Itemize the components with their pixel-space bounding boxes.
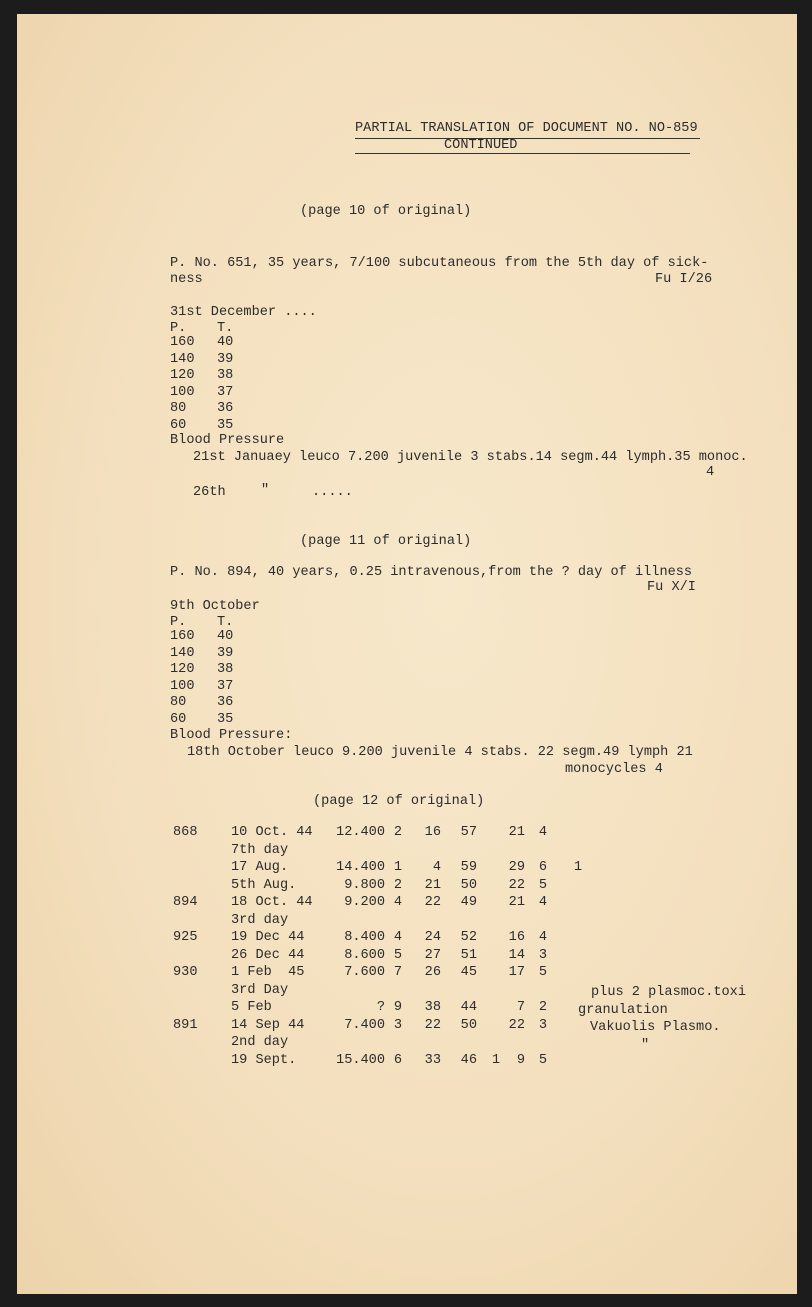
- stabs-cell: 27: [424, 947, 441, 963]
- pulse-value: 60: [170, 712, 187, 727]
- monoc-cell: 5: [538, 877, 547, 893]
- patient-651-line1: P. No. 651, 35 years, 7/100 subcutaneous from the 5th day of sick-: [170, 256, 709, 271]
- leuco-cell: 9.800: [344, 877, 385, 893]
- extra-cell: 1: [491, 1052, 500, 1068]
- monoc-cell: 4: [538, 825, 547, 840]
- patient-651-code: Fu I/26: [655, 272, 713, 287]
- juvenile-cell: 1: [393, 860, 402, 875]
- line-26th: 26th: [193, 485, 226, 500]
- date-cell: 14 Sep 44: [231, 1017, 305, 1033]
- stabs-cell: 16: [424, 825, 441, 840]
- lymph-cell: 21: [508, 825, 525, 840]
- monoc-cell: 5: [538, 965, 547, 980]
- juvenile-cell: 4: [393, 930, 402, 945]
- leuco-cell: 7.600: [344, 965, 385, 980]
- date-cell: 26 Dec 44: [231, 947, 305, 963]
- stabs-cell: 26: [424, 965, 441, 980]
- title-rule: [355, 138, 700, 139]
- pulse-value: 100: [170, 384, 195, 400]
- blood-count-cont: 4: [706, 465, 715, 480]
- temp-value: 37: [217, 678, 234, 694]
- lymph-cell: 21: [508, 895, 525, 910]
- ellipsis-dots: .....: [312, 485, 353, 500]
- juvenile-cell: 9: [393, 1000, 402, 1015]
- monoc-cell: 3: [538, 1017, 547, 1033]
- date-cell: 5 Feb: [231, 1000, 272, 1015]
- note-line: ": [641, 1037, 650, 1053]
- juvenile-cell: 5: [393, 947, 402, 963]
- note-line: Vakuolis Plasmo.: [590, 1020, 721, 1035]
- temp-value: 38: [217, 662, 234, 678]
- patient-651-line2: ness: [170, 272, 203, 287]
- continued-rule: [355, 153, 690, 154]
- lymph-cell: 9: [516, 1052, 525, 1068]
- col-p-header-2: P.: [170, 615, 187, 630]
- blood-pressure-label-2: Blood Pressure:: [170, 728, 293, 743]
- leuco-cell: 14.400: [336, 860, 385, 875]
- stabs-cell: 22: [424, 1017, 441, 1033]
- stabs-cell: 21: [424, 877, 441, 893]
- temp-value: 39: [217, 351, 234, 367]
- date-9-october: 9th October: [170, 599, 260, 614]
- patient-no-cell: 891: [173, 1017, 198, 1033]
- temp-value: 40: [217, 629, 234, 644]
- pulse-value: 140: [170, 351, 195, 367]
- pulse-value: 120: [170, 368, 195, 384]
- temp-value: 37: [217, 384, 234, 400]
- monoc-cell: 4: [538, 930, 547, 945]
- leuco-cell: 8.400: [344, 930, 385, 945]
- pulse-value: 80: [170, 401, 187, 417]
- segm-cell: 57: [460, 825, 477, 840]
- leuco-cell: 7.400: [344, 1017, 385, 1033]
- pulse-value: 140: [170, 645, 195, 661]
- monoc-cell: 2: [538, 1000, 547, 1015]
- date-cell: 1 Feb 45: [231, 965, 305, 980]
- note-line: plus 2 plasmoc.toxi: [591, 985, 746, 1000]
- date-cell: 2nd day: [231, 1035, 289, 1050]
- lymph-cell: 14: [508, 947, 525, 963]
- patient-no-cell: 930: [173, 965, 198, 980]
- date-cell: 19 Dec 44: [231, 930, 305, 945]
- date-cell: 5th Aug.: [231, 877, 297, 893]
- juvenile-cell: 7: [393, 965, 402, 980]
- lymph-cell: 7: [516, 1000, 525, 1015]
- col-p-header: P.: [170, 321, 187, 336]
- document-page: [17, 14, 797, 1294]
- juvenile-cell: 3: [393, 1017, 402, 1033]
- lymph-cell: 17: [508, 965, 525, 980]
- segm-cell: 50: [460, 1017, 477, 1033]
- leuco-cell: 8.600: [344, 947, 385, 963]
- juvenile-cell: 6: [393, 1052, 402, 1068]
- leuco-cell: 9.200: [344, 895, 385, 910]
- stabs-cell: 33: [424, 1052, 441, 1068]
- date-cell: 10 Oct. 44: [231, 825, 313, 840]
- segm-cell: 44: [460, 1000, 477, 1015]
- stabs-cell: 24: [424, 930, 441, 945]
- juvenile-cell: 2: [393, 877, 402, 893]
- leuco-cell: ?: [376, 1000, 385, 1015]
- monoc-cell: 4: [538, 895, 547, 910]
- segm-cell: 46: [460, 1052, 477, 1068]
- date-cell: 19 Sept.: [231, 1052, 297, 1068]
- temp-value: 35: [217, 712, 234, 727]
- segm-cell: 45: [460, 965, 477, 980]
- patient-no-cell: 894: [173, 895, 198, 910]
- lymph-cell: 16: [508, 930, 525, 945]
- temp-value: 35: [217, 418, 234, 433]
- date-cell: 3rd Day: [231, 982, 289, 998]
- stabs-cell: 38: [424, 1000, 441, 1015]
- patient-894-code: Fu X/I: [647, 580, 696, 595]
- segm-cell: 52: [460, 930, 477, 945]
- blood-count-21-january: 21st Januaey leuco 7.200 juvenile 3 stabs.14 segm.44 lymph.35 monoc.: [193, 450, 748, 465]
- blood-count-cont-2: monocycles 4: [565, 762, 663, 777]
- temp-value: 40: [217, 335, 234, 350]
- lymph-cell: 22: [508, 1017, 525, 1033]
- temp-value: 39: [217, 645, 234, 661]
- col-t-header-2: T.: [217, 615, 234, 630]
- page-ref-12: (page 12 of original): [313, 794, 485, 809]
- temp-value: 36: [217, 695, 234, 711]
- other-cell: 1: [573, 860, 582, 875]
- col-t-header: T.: [217, 321, 234, 336]
- segm-cell: 59: [460, 860, 477, 875]
- page-ref-11: (page 11 of original): [300, 534, 472, 549]
- stabs-cell: 22: [424, 895, 441, 910]
- pulse-value: 160: [170, 629, 195, 644]
- patient-no-cell: 868: [173, 825, 198, 840]
- date-cell: 18 Oct. 44: [231, 895, 313, 910]
- lymph-cell: 29: [508, 860, 525, 875]
- page-ref-10: (page 10 of original): [300, 204, 472, 219]
- blood-count-18-october: 18th October leuco 9.200 juvenile 4 stabs. 22 segm.49 lymph 21: [187, 745, 693, 760]
- pulse-value: 120: [170, 662, 195, 678]
- monoc-cell: 6: [538, 860, 547, 875]
- leuco-cell: 15.400: [336, 1052, 385, 1068]
- date-cell: 3rd day: [231, 912, 289, 928]
- date-cell: 17 Aug.: [231, 860, 289, 875]
- segm-cell: 49: [460, 895, 477, 910]
- pulse-value: 160: [170, 335, 195, 350]
- stabs-cell: 4: [432, 860, 441, 875]
- juvenile-cell: 4: [393, 895, 402, 910]
- date-cell: 7th day: [231, 842, 289, 858]
- temp-value: 38: [217, 368, 234, 384]
- leuco-cell: 12.400: [336, 825, 385, 840]
- document-title: PARTIAL TRANSLATION OF DOCUMENT NO. NO-859: [355, 121, 698, 136]
- ditto-mark: ": [261, 483, 270, 498]
- note-line: granulation: [578, 1002, 668, 1018]
- patient-no-cell: 925: [173, 930, 198, 945]
- lymph-cell: 22: [508, 877, 525, 893]
- blood-pressure-label: Blood Pressure: [170, 433, 285, 448]
- date-31-december: 31st December ....: [170, 305, 317, 320]
- temp-value: 36: [217, 401, 234, 417]
- pulse-value: 60: [170, 418, 187, 433]
- juvenile-cell: 2: [393, 825, 402, 840]
- segm-cell: 51: [460, 947, 477, 963]
- monoc-cell: 5: [538, 1052, 547, 1068]
- monoc-cell: 3: [538, 947, 547, 963]
- pulse-value: 100: [170, 678, 195, 694]
- segm-cell: 50: [460, 877, 477, 893]
- continued-label: CONTINUED: [444, 138, 518, 153]
- pulse-value: 80: [170, 695, 187, 711]
- patient-894-line: P. No. 894, 40 years, 0.25 intravenous,from the ? day of illness: [170, 565, 693, 580]
